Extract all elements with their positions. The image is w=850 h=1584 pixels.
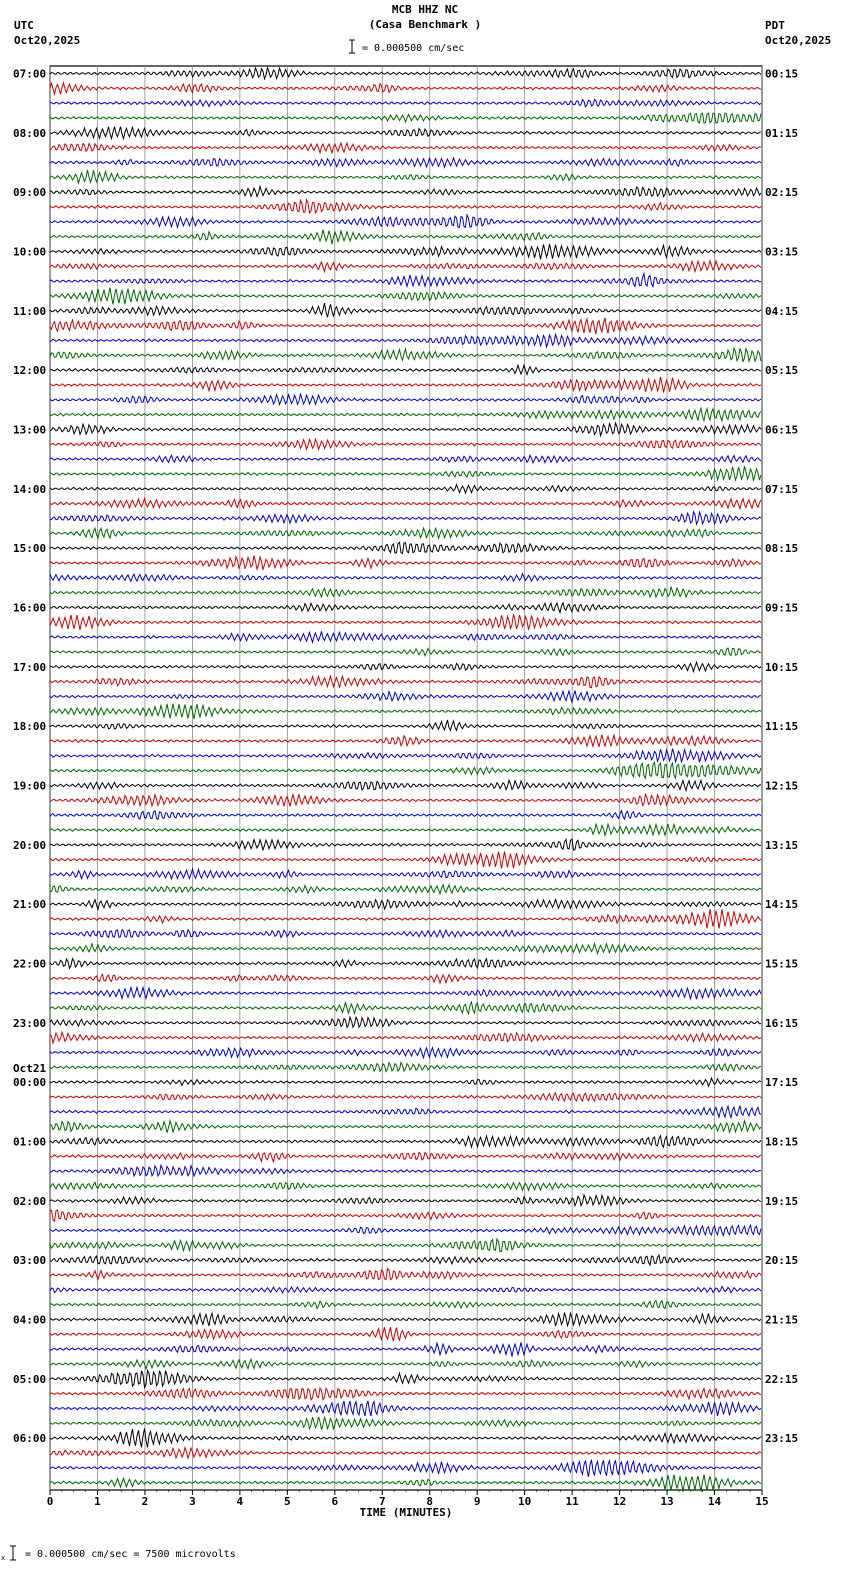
- x-tick-label: 10: [518, 1495, 532, 1508]
- pdt-hour-label: 02:15: [765, 186, 799, 200]
- seismic-trace: [50, 1268, 761, 1279]
- x-axis-label: TIME (MINUTES): [359, 1506, 453, 1519]
- seismic-trace: [50, 200, 761, 213]
- seismic-trace: [50, 1165, 761, 1176]
- seismic-trace: [50, 1017, 761, 1027]
- seismic-trace: [50, 143, 761, 154]
- pdt-hour-label: 14:15: [765, 898, 799, 912]
- seismic-trace: [50, 394, 761, 405]
- seismic-trace: [50, 528, 761, 538]
- seismic-trace: [50, 852, 761, 869]
- seismic-trace: [50, 1032, 761, 1043]
- pdt-hour-label: 20:15: [765, 1254, 799, 1268]
- left-timezone: UTC: [14, 19, 34, 32]
- plot-frame: [50, 66, 762, 1490]
- seismic-trace: [50, 485, 761, 494]
- pdt-hour-label: 05:15: [765, 364, 799, 378]
- seismic-trace: [50, 512, 761, 524]
- x-tick-label: 13: [660, 1495, 674, 1508]
- utc-hour-label: 15:00: [13, 542, 47, 556]
- pdt-hour-label: 15:15: [765, 957, 799, 971]
- seismic-trace: [50, 1121, 761, 1133]
- seismic-trace: [50, 348, 761, 362]
- utc-hour-label: 20:00: [13, 838, 47, 852]
- pdt-hour-label: 08:15: [765, 542, 799, 556]
- svg-text:x: x: [1, 1554, 6, 1562]
- pdt-hour-label: 21:15: [765, 1313, 799, 1327]
- seismic-trace: [50, 303, 761, 317]
- seismic-trace: [50, 1152, 761, 1161]
- site-subtitle: (Casa Benchmark ): [368, 18, 482, 31]
- pdt-hour-label: 17:15: [765, 1076, 799, 1090]
- left-date: Oct20,2025: [14, 34, 81, 47]
- seismic-trace: [50, 720, 761, 730]
- seismic-trace: [50, 1475, 761, 1492]
- seismic-trace: [50, 1460, 761, 1477]
- date-change-label: Oct21: [13, 1062, 47, 1076]
- seismic-trace: [50, 261, 761, 272]
- pdt-hour-label: 11:15: [765, 720, 799, 734]
- x-tick-label: 4: [236, 1495, 244, 1508]
- seismic-trace: [50, 1359, 761, 1369]
- utc-hour-label: 13:00: [13, 423, 47, 437]
- seismic-trace: [50, 365, 761, 374]
- seismic-trace: [50, 1342, 761, 1356]
- seismic-trace: [50, 1063, 761, 1072]
- seismic-trace: [50, 959, 761, 969]
- seismic-trace: [50, 1182, 761, 1190]
- seismic-trace: [50, 466, 761, 481]
- pdt-hour-label: 00:15: [765, 67, 799, 81]
- seismic-trace: [50, 499, 761, 509]
- plot-grid: [50, 66, 762, 1495]
- seismic-trace: [50, 127, 761, 139]
- utc-hour-label: 10:00: [13, 245, 47, 259]
- seismic-trace: [50, 556, 761, 570]
- seismic-trace: [50, 1401, 761, 1416]
- x-tick-label: 2: [141, 1495, 149, 1508]
- seismic-trace: [50, 170, 761, 183]
- seismic-trace: [50, 587, 761, 597]
- x-tick-label: 5: [284, 1495, 291, 1508]
- pdt-hour-label: 04:15: [765, 304, 799, 318]
- utc-hour-label: 03:00: [13, 1254, 47, 1268]
- seismic-trace: [50, 408, 761, 420]
- utc-hour-label: 17:00: [13, 660, 47, 674]
- seismic-trace: [50, 113, 761, 123]
- pdt-hour-label: 10:15: [765, 660, 799, 674]
- x-tick-label: 0: [46, 1495, 54, 1508]
- right-date: Oct20,2025: [765, 34, 832, 47]
- seismic-trace: [50, 811, 761, 820]
- pdt-hour-label: 12:15: [765, 779, 799, 793]
- seismic-trace: [50, 244, 761, 259]
- seismic-trace: [50, 288, 761, 305]
- seismic-trace: [50, 100, 761, 108]
- seismic-trace: [50, 631, 761, 642]
- utc-hour-label: 01:00: [13, 1135, 47, 1149]
- seismic-trace: [50, 662, 761, 671]
- seismic-trace: [50, 335, 761, 347]
- utc-hour-label: 00:00: [13, 1076, 47, 1090]
- seismic-trace: [50, 377, 761, 392]
- seismic-trace: [50, 1301, 761, 1309]
- seismic-trace: [50, 1136, 761, 1147]
- seismic-trace: [50, 574, 761, 582]
- seismic-trace: [50, 869, 761, 879]
- x-tick-label: 14: [707, 1495, 722, 1508]
- pdt-hour-label: 03:15: [765, 245, 799, 259]
- utc-hour-label: 18:00: [13, 720, 47, 734]
- x-tick-label: 8: [426, 1495, 434, 1508]
- seismic-trace: [50, 439, 761, 449]
- seismic-trace: [50, 1313, 761, 1326]
- seismic-trace: [50, 885, 761, 894]
- seismic-trace: [50, 215, 761, 228]
- seismic-trace: [50, 68, 761, 79]
- seismic-trace: [50, 794, 761, 806]
- seismic-trace: [50, 1286, 761, 1292]
- seismic-trace: [50, 158, 761, 167]
- scale-text: = 0.000500 cm/sec: [362, 43, 465, 54]
- seismic-trace: [50, 318, 761, 334]
- pdt-hour-label: 22:15: [765, 1372, 799, 1386]
- seismic-trace: [50, 1255, 761, 1265]
- pdt-hour-label: 13:15: [765, 838, 799, 852]
- label-group: [13, 67, 798, 1519]
- seismic-trace: [50, 83, 761, 94]
- utc-hour-label: 05:00: [13, 1372, 47, 1386]
- seismic-trace: [50, 455, 761, 463]
- footer-scale-bar-icon: [0, 1544, 20, 1564]
- seismic-trace: [50, 230, 761, 245]
- utc-hour-label: 06:00: [13, 1432, 47, 1446]
- seismic-trace: [50, 274, 761, 287]
- seismic-trace: [50, 1225, 761, 1235]
- seismic-trace: [50, 423, 761, 436]
- trace-group: [50, 68, 761, 1492]
- footer-scale-note: = 0.000500 cm/sec = 7500 microvolts: [25, 1549, 236, 1560]
- seismic-trace: [50, 909, 761, 928]
- seismic-trace: [50, 930, 761, 938]
- utc-hour-label: 19:00: [13, 779, 47, 793]
- pdt-hour-label: 18:15: [765, 1135, 799, 1149]
- seismic-trace: [50, 1371, 761, 1388]
- pdt-hour-label: 07:15: [765, 482, 799, 496]
- seismic-trace: [50, 749, 761, 763]
- utc-hour-label: 02:00: [13, 1194, 47, 1208]
- seismic-trace: [50, 1078, 761, 1086]
- seismic-trace: [50, 1239, 761, 1252]
- right-timezone: PDT: [765, 19, 785, 32]
- seismic-trace: [50, 1210, 761, 1221]
- seismic-trace: [50, 691, 761, 703]
- station-title: MCB HHZ NC: [391, 3, 459, 16]
- pdt-hour-label: 06:15: [765, 423, 799, 437]
- seismic-trace: [50, 839, 761, 850]
- seismic-trace: [50, 780, 761, 790]
- x-tick-label: 1: [94, 1495, 101, 1508]
- utc-hour-label: 11:00: [13, 304, 47, 318]
- utc-hour-label: 21:00: [13, 898, 47, 912]
- seismic-trace: [50, 648, 761, 656]
- seismic-trace: [50, 1002, 761, 1014]
- x-tick-label: 7: [378, 1495, 386, 1508]
- seismic-trace: [50, 1327, 761, 1341]
- x-tick-label: 11: [565, 1495, 579, 1508]
- seismic-trace: [50, 676, 761, 688]
- pdt-hour-label: 23:15: [765, 1432, 799, 1446]
- seismic-trace: [50, 1048, 761, 1058]
- x-tick-label: 15: [755, 1495, 769, 1508]
- pdt-hour-label: 19:15: [765, 1194, 799, 1208]
- seismic-trace: [50, 1448, 761, 1459]
- seismic-trace: [50, 1428, 761, 1447]
- seismic-trace: [50, 987, 761, 999]
- seismic-trace: [50, 542, 761, 553]
- pdt-hour-label: 09:15: [765, 601, 799, 615]
- seismic-trace: [50, 1195, 761, 1206]
- seismic-trace: [50, 944, 761, 954]
- utc-hour-label: 07:00: [13, 67, 47, 81]
- seismic-trace: [50, 1417, 761, 1430]
- seismic-trace: [50, 762, 761, 778]
- utc-hour-label: 16:00: [13, 601, 47, 615]
- seismic-trace: [50, 704, 761, 719]
- seismic-trace: [50, 614, 761, 630]
- seismic-trace: [50, 974, 761, 983]
- pdt-hour-label: 01:15: [765, 126, 799, 140]
- pdt-hour-label: 16:15: [765, 1016, 799, 1030]
- seismic-trace: [50, 824, 761, 835]
- seismic-trace: [50, 186, 761, 196]
- utc-hour-label: 09:00: [13, 186, 47, 200]
- seismic-trace: [50, 735, 761, 747]
- seismic-trace: [50, 1093, 761, 1101]
- x-tick-label: 6: [331, 1495, 339, 1508]
- utc-hour-label: 14:00: [13, 482, 47, 496]
- utc-hour-label: 22:00: [13, 957, 47, 971]
- utc-hour-label: 04:00: [13, 1313, 47, 1327]
- utc-hour-label: 12:00: [13, 364, 47, 378]
- x-tick-label: 3: [189, 1495, 196, 1508]
- x-tick-label: 9: [473, 1495, 481, 1508]
- seismic-trace: [50, 603, 761, 613]
- seismic-trace: [50, 1106, 761, 1118]
- x-tick-label: 12: [612, 1495, 627, 1508]
- utc-hour-label: 08:00: [13, 126, 47, 140]
- seismic-trace: [50, 900, 761, 910]
- utc-hour-label: 23:00: [13, 1016, 47, 1030]
- seismic-trace: [50, 1388, 761, 1400]
